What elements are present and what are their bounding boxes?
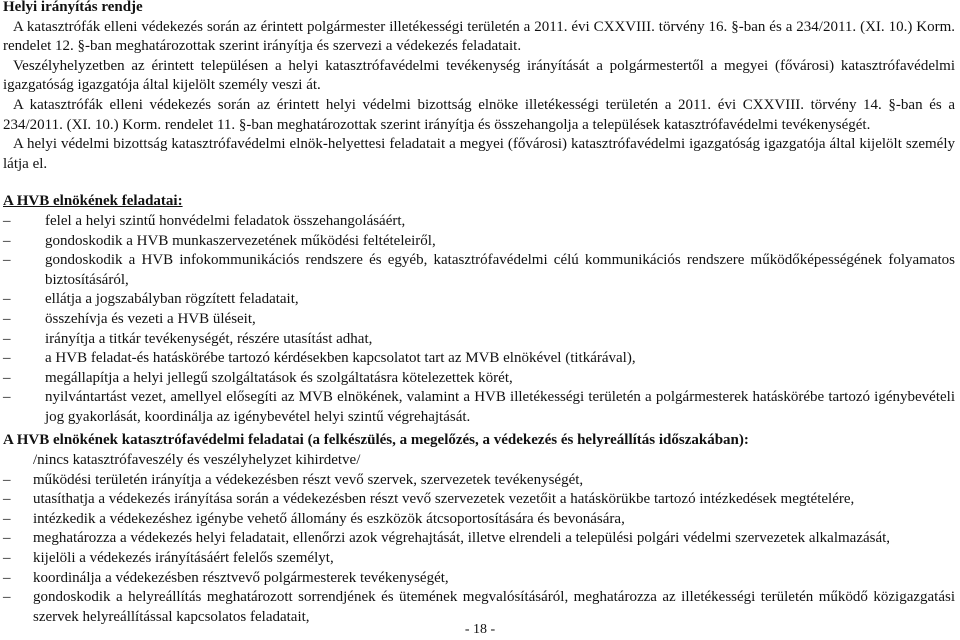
intro-paragraph: A katasztrófák elleni védekezés során az érintett helyi védelmi bizottság elnöke illetékességi területén a 2011. évi CXXVIII. törvény 14. §-ban és a 234/2011. (XI. 10.) Korm. rendelet 11. §-ban meghatározottak szerint irányítja és összehangolja a települések katasztrófavédelmi tevékenységét. xyxy=(3,96,955,133)
disaster-duties-list xyxy=(3,471,955,628)
list-item-text: ellátja a jogszabályban rögzített feladatait, xyxy=(45,291,299,308)
dash-bullet: – xyxy=(3,510,11,527)
list-item-text: gondoskodik a HVB infokommunikációs rendszere és egyéb, katasztrófavédelmi célú kommunikációs rendszere működőképességének folyamatos biztosításáról, xyxy=(45,252,955,288)
dash-bullet: – xyxy=(3,212,11,229)
list-item-text: utasíthatja a védekezés irányítása során a védekezésben részt vevő szervezetek vezetőit a hatáskörükbe tartozó intézkedések megtételére, xyxy=(33,491,855,508)
section-title-disaster-duties xyxy=(3,431,955,451)
list-item xyxy=(3,232,955,252)
page-number: - 18 - xyxy=(464,622,496,637)
list-item-text: gondoskodik a helyreállítás meghatározott sorrendjének és ütemének megvalósításáról, meghatározza az illetékességi területén működő közigazgatási szervek helyreállítással kapcsolatos feladatait, xyxy=(33,589,955,625)
dash-bullet: – xyxy=(3,491,11,508)
list-item-text: felel a helyi szintű honvédelmi feladatok összehangolásáért, xyxy=(45,212,406,229)
list-item xyxy=(3,569,955,589)
section-subtitle: /nincs katasztrófaveszély és veszélyhelyzet kihirdetve/ xyxy=(33,452,361,469)
list-item-text: irányítja a titkár tevékenységét, részére utasítást adhat, xyxy=(45,330,373,347)
list-item-text: működési területén irányítja a védekezésben részt vevő szervek, szervezetek tevékenységét, xyxy=(33,471,584,488)
list-item-text: intézkedik a védekezéshez igénybe vehető állomány és eszközök átcsoportosítására és bevonására, xyxy=(33,510,625,527)
document-page xyxy=(3,0,955,627)
list-item-text: összehívja és vezeti a HVB üléseit, xyxy=(45,310,256,327)
dash-bullet: – xyxy=(3,550,11,567)
section-title-hvb-duties xyxy=(3,192,955,212)
section-title-text: A HVB elnökének katasztrófavédelmi feladatai (a felkészülés, a megelőzés, a védekezés és helyreállítás időszakában): xyxy=(3,432,749,449)
list-item-text: nyilvántartást vezet, amellyel elősegíti az MVB elnökének, valamint a HVB illetékességi területén a polgármesterek hatáskörébe tartozó igénybevételi jog gyakorlását, koordinálja az igénybevétel helyi szintű végrehajtását. xyxy=(45,389,955,425)
dash-bullet: – xyxy=(3,569,11,586)
dash-bullet: – xyxy=(3,369,11,386)
dash-bullet: – xyxy=(3,232,11,249)
list-item-text: koordinálja a védekezésben résztvevő polgármesterek tevékenységét, xyxy=(33,569,449,586)
dash-bullet: – xyxy=(3,389,11,406)
document-heading: Helyi irányítás rendje xyxy=(3,0,143,15)
list-item-text: meghatározza a védekezés helyi feladatait, ellenőrzi azok végrehajtását, illetve elrendeli a települési polgári védelmi szervezetek alkalmazását, xyxy=(33,530,891,547)
list-item xyxy=(3,349,955,369)
dash-bullet: – xyxy=(3,530,11,547)
list-item xyxy=(3,212,955,232)
hvb-duties-list xyxy=(3,212,955,428)
intro-paragraph: Veszélyhelyzetben az érintett településen a helyi katasztrófavédelmi tevékenység irányítását a polgármestertől a megyei (fővárosi) katasztrófavédelmi igazgatóság igazgatója által kijelölt személy veszi át. xyxy=(3,57,955,94)
list-item xyxy=(3,490,955,510)
list-item xyxy=(3,369,955,389)
list-item xyxy=(3,388,955,427)
list-item-text: gondoskodik a HVB munkaszervezetének működési feltételeiről, xyxy=(45,232,436,249)
intro-paragraph: A katasztrófák elleni védekezés során az érintett polgármester illetékességi területén a 2011. évi CXXVIII. törvény 16. §-ban és a 234/2011. (XI. 10.) Korm. rendelet 12. §-ban meghatározottak szerint irányítja és szervezi a védekezés feladatait. xyxy=(3,18,955,55)
list-item-text: kijelöli a védekezés irányításáért felelős személyt, xyxy=(33,550,334,567)
dash-bullet: – xyxy=(3,350,11,367)
dash-bullet: – xyxy=(3,589,11,606)
dash-bullet: – xyxy=(3,252,11,269)
dash-bullet: – xyxy=(3,291,11,308)
dash-bullet: – xyxy=(3,330,11,347)
list-item-text: a HVB feladat-és hatáskörébe tartozó kérdésekben kapcsolatot tart az MVB elnökével (titkárával), xyxy=(45,350,636,367)
section-title-text: A HVB elnökének feladatai: xyxy=(3,193,183,210)
list-item xyxy=(3,251,955,290)
list-item xyxy=(3,529,955,549)
list-item xyxy=(3,310,955,330)
list-item xyxy=(3,330,955,350)
list-item xyxy=(3,471,955,491)
dash-bullet: – xyxy=(3,310,11,327)
dash-bullet: – xyxy=(3,471,11,488)
intro-paragraph: A helyi védelmi bizottság katasztrófavédelmi elnök-helyettesi feladatait a megyei (fővárosi) katasztrófavédelmi igazgatóság igazgatója által kijelölt személy látja el. xyxy=(3,136,955,172)
list-item xyxy=(3,510,955,530)
list-item xyxy=(3,549,955,569)
list-item-text: megállapítja a helyi jellegű szolgáltatások és szolgáltatásra kötelezettek körét, xyxy=(45,369,513,386)
list-item xyxy=(3,290,955,310)
